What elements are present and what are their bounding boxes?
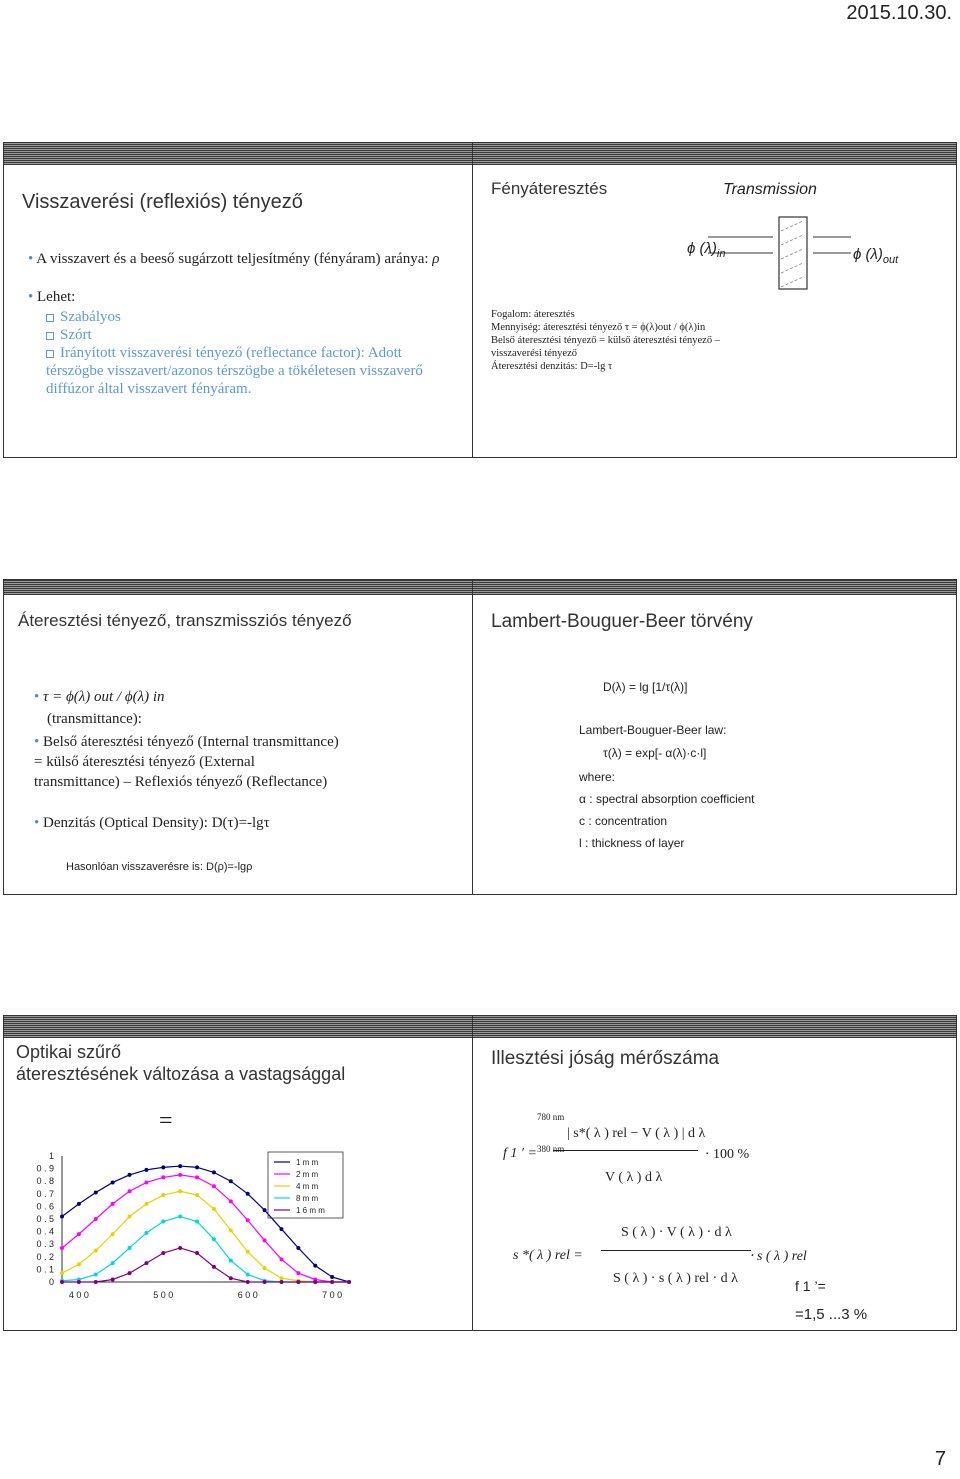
data-point xyxy=(111,1261,115,1265)
data-point xyxy=(128,1246,132,1250)
reflection-note: Hasonlóan visszaverésre is: D(ρ)=-lgρ xyxy=(66,861,253,873)
data-point xyxy=(94,1272,98,1276)
transmission-chart xyxy=(4,1136,488,1331)
num-integrand: | s*( λ ) rel − V ( λ ) | d λ xyxy=(567,1126,706,1141)
slide-lambert-beer xyxy=(472,579,957,895)
data-point xyxy=(279,1257,283,1261)
f1-formula xyxy=(493,1108,953,1308)
def-thickness: l : thickness of layer xyxy=(579,836,685,850)
data-point xyxy=(296,1280,300,1284)
bullet-density: • Denzitás (Optical Density): D(τ)=-lgτ xyxy=(34,815,270,831)
transmission-text: Fogalom: áteresztés Mennyiség: áteresztési tényező τ = ϕ(λ)out / ϕ(λ)in Belső áteresztési tényező = külső áteresztési tényező – visszaverési tényező Áteresztési denzitás: D=-lg τ xyxy=(491,309,720,372)
phi-out-label: ϕ $(\lambda)_{out}$ xyxy=(853,246,899,266)
page-number: 7 xyxy=(934,1448,946,1470)
legend-label: 4 m m xyxy=(296,1182,319,1191)
slide-header-bar xyxy=(473,580,956,595)
data-point xyxy=(279,1227,283,1231)
data-point xyxy=(128,1271,132,1275)
data-point xyxy=(263,1238,267,1242)
header-date: 2015.10.30. xyxy=(846,2,952,24)
den2-integrand: S ( λ ) ⋅ s ( λ ) rel ⋅ d λ xyxy=(613,1271,738,1286)
data-point xyxy=(144,1231,148,1235)
data-point xyxy=(246,1250,250,1254)
data-point xyxy=(347,1280,351,1284)
num-lower-limit: 380 nm xyxy=(537,1144,565,1154)
data-point xyxy=(212,1184,216,1188)
data-point xyxy=(229,1276,233,1280)
data-point xyxy=(195,1193,199,1197)
bullet-tau: • τ = ϕ(λ) out / ϕ(λ) in xyxy=(34,689,165,705)
data-point xyxy=(330,1275,334,1279)
data-point xyxy=(60,1280,64,1284)
legend-label: 8 m m xyxy=(296,1194,319,1203)
data-point xyxy=(128,1173,132,1177)
sub-item-reflectance-factor: Irányított visszaverési tényező (reflectance factor): Adott térszögbe visszavert/azonos térszögbe a tökéletesen visszaverő diffúzor által visszavert fényáram. xyxy=(46,345,423,397)
den-integrand: V ( λ ) d λ xyxy=(605,1170,663,1185)
bullet-types: • Lehet: xyxy=(28,289,76,305)
y-tick-label: 0 . 9 xyxy=(36,1163,54,1174)
bullet-internal-transmittance: • Belső áteresztési tényező (Internal transmittance) = külső áteresztési tényező (External transmittance) – Reflexiós tényező (Reflectance) xyxy=(34,734,339,790)
y-tick-label: 0 . 4 xyxy=(36,1226,54,1237)
data-point xyxy=(330,1280,334,1284)
data-point xyxy=(212,1237,216,1241)
f1-result-label: f 1 ’= xyxy=(795,1278,826,1294)
data-point xyxy=(279,1276,283,1280)
y-tick-label: 0 . 2 xyxy=(36,1251,54,1262)
data-point xyxy=(178,1164,182,1168)
sub-item-regular: Szabályos xyxy=(46,308,121,326)
slide-header-bar xyxy=(4,143,487,165)
num2-integrand: S ( λ ) ⋅ V ( λ ) ⋅ d λ xyxy=(621,1225,732,1240)
transmission-label: Transmission xyxy=(723,181,817,198)
slide-transmittance xyxy=(3,579,488,895)
data-point xyxy=(111,1180,115,1184)
slide-transmission xyxy=(472,142,957,458)
legend-label: 1 6 m m xyxy=(296,1206,325,1215)
times-100: ⋅ 100 % xyxy=(705,1147,750,1162)
data-point xyxy=(94,1249,98,1253)
data-point xyxy=(313,1280,317,1284)
density-formula: D(λ) = lg [1/τ(λ)] xyxy=(603,680,688,694)
slide-goodness-of-fit xyxy=(472,1015,957,1331)
slide-filter-chart xyxy=(3,1015,488,1331)
data-point xyxy=(144,1202,148,1206)
y-tick-label: 0 . 1 xyxy=(36,1264,54,1275)
data-point xyxy=(263,1266,267,1270)
data-point xyxy=(212,1207,216,1211)
x-tick-label: 4 0 0 xyxy=(68,1290,89,1300)
legend-label: 1 m m xyxy=(296,1158,319,1167)
data-point xyxy=(128,1214,132,1218)
bullet-definition: • A visszavert és a beeső sugárzott teljesítmény (fényáram) aránya: ρ xyxy=(28,251,440,267)
num-upper-limit: 780 nm xyxy=(537,1112,565,1122)
data-point xyxy=(77,1232,81,1236)
data-point xyxy=(77,1262,81,1266)
y-tick-label: 0 . 7 xyxy=(36,1188,54,1199)
data-point xyxy=(111,1277,115,1281)
data-point xyxy=(94,1280,98,1284)
data-point xyxy=(178,1189,182,1193)
data-point xyxy=(178,1214,182,1218)
slide-title: Illesztési jóság mérőszáma xyxy=(491,1048,720,1069)
slide-header-bar xyxy=(4,1016,487,1038)
slide-reflectance xyxy=(3,142,488,458)
data-point xyxy=(161,1175,165,1179)
y-tick-label: 1 xyxy=(48,1151,54,1161)
data-point xyxy=(161,1220,165,1224)
fraction-bar xyxy=(553,1150,698,1151)
data-point xyxy=(60,1271,64,1275)
x-tick-label: 7 0 0 xyxy=(322,1290,343,1300)
y-tick-label: 0 . 3 xyxy=(36,1239,54,1250)
data-point xyxy=(161,1251,165,1255)
data-point xyxy=(229,1259,233,1263)
phi-in-label: ϕ $(\lambda)_{in}$ xyxy=(687,240,726,260)
y-tick-label: 0 . 8 xyxy=(36,1176,54,1187)
data-point xyxy=(195,1251,199,1255)
slide-header-bar xyxy=(473,143,956,165)
s-rel-tail: ⋅ s ( λ ) rel xyxy=(749,1249,807,1264)
data-point xyxy=(77,1280,81,1284)
data-point xyxy=(161,1165,165,1169)
law-formula: τ(λ) = exp[- α(λ)·c·l] xyxy=(603,746,707,760)
data-point xyxy=(246,1280,250,1284)
data-point xyxy=(128,1189,132,1193)
formula-equals: = xyxy=(159,1108,173,1134)
slide-header-bar xyxy=(473,1016,956,1038)
legend-label: 2 m m xyxy=(296,1170,319,1179)
slide-header-bar xyxy=(4,580,487,595)
data-point xyxy=(111,1232,115,1236)
series-line xyxy=(62,1248,349,1282)
def-concentration: c : concentration xyxy=(579,814,668,828)
data-point xyxy=(60,1214,64,1218)
slide-title-line1: Optikai szűrő xyxy=(16,1042,122,1062)
y-tick-label: 0 . 5 xyxy=(36,1214,54,1224)
data-point xyxy=(195,1220,199,1224)
data-point xyxy=(212,1265,216,1269)
sub-item-diffuse: Szórt xyxy=(46,326,92,344)
data-point xyxy=(263,1280,267,1284)
transmittance-label: (transmittance): xyxy=(47,711,142,727)
data-point xyxy=(313,1264,317,1268)
data-point xyxy=(60,1246,64,1250)
slide-title: Visszaverési (reflexiós) tényező xyxy=(22,191,303,213)
data-point xyxy=(144,1180,148,1184)
fraction-bar-2 xyxy=(601,1250,751,1251)
y-tick-label: 0 . 6 xyxy=(36,1201,54,1212)
data-point xyxy=(111,1202,115,1206)
data-point xyxy=(94,1191,98,1195)
data-point xyxy=(246,1218,250,1222)
data-point xyxy=(195,1175,199,1179)
where-label: where: xyxy=(579,770,616,784)
data-point xyxy=(195,1165,199,1169)
data-point xyxy=(296,1271,300,1275)
data-point xyxy=(178,1173,182,1177)
slide-title-line2: áteresztésének változása a vastagsággal xyxy=(16,1064,346,1084)
x-tick-label: 6 0 0 xyxy=(237,1290,258,1300)
data-point xyxy=(296,1246,300,1250)
data-point xyxy=(263,1208,267,1212)
law-label: Lambert-Bouguer-Beer law: xyxy=(579,723,727,737)
slide-title: Fényáteresztés xyxy=(491,179,608,198)
data-point xyxy=(212,1170,216,1174)
data-point xyxy=(77,1202,81,1206)
x-tick-label: 5 0 0 xyxy=(153,1290,174,1300)
data-point xyxy=(229,1179,233,1183)
f1-result-value: =1,5 ...3 % xyxy=(795,1306,868,1323)
slide-title: Lambert-Bouguer-Beer törvény xyxy=(491,611,753,632)
data-point xyxy=(229,1228,233,1232)
slide-title: Áteresztési tényező, transzmissziós tényező xyxy=(18,611,352,630)
data-point xyxy=(246,1192,250,1196)
data-point xyxy=(279,1280,283,1284)
f1-label: f 1 ′ = xyxy=(503,1146,537,1161)
s-rel-label: s *( λ ) rel = xyxy=(513,1248,583,1263)
data-point xyxy=(246,1272,250,1276)
data-point xyxy=(144,1261,148,1265)
data-point xyxy=(229,1199,233,1203)
y-tick-label: 0 xyxy=(48,1277,54,1287)
data-point xyxy=(161,1193,165,1197)
series-line xyxy=(62,1216,349,1282)
def-alpha: α : spectral absorption coefficient xyxy=(579,792,755,806)
data-point xyxy=(94,1217,98,1221)
data-point xyxy=(144,1168,148,1172)
data-point xyxy=(178,1246,182,1250)
